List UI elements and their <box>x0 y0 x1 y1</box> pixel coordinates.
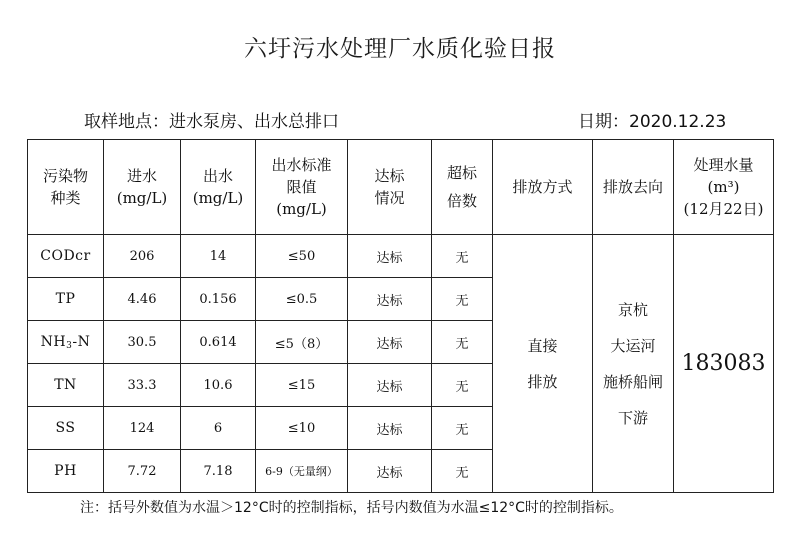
outflow-value: 7.18 <box>181 450 256 493</box>
header-row <box>28 140 774 235</box>
header-volume <box>674 140 774 235</box>
outflow-value: 6 <box>181 407 256 450</box>
outflow-value: 14 <box>181 235 256 278</box>
pollutant-name-subscript: 3 <box>66 341 73 351</box>
destination-line2: 大运河 <box>610 336 656 355</box>
header-limit-line1: 出水标准 <box>271 156 332 174</box>
inflow-value: 206 <box>104 235 181 278</box>
header-discharge-destination: 排放去向 <box>593 140 674 235</box>
header-compliance-line2: 情况 <box>374 189 405 207</box>
header-compliance-line1: 达标 <box>374 167 405 185</box>
destination-line3: 施桥船闸 <box>602 372 663 391</box>
header-exceed-line1: 超标 <box>446 164 477 182</box>
pollutant-name <box>28 321 104 364</box>
destination-line1: 京杭 <box>617 300 648 319</box>
pollutant-name: PH <box>28 450 104 493</box>
header-inflow-line1: 进水 <box>126 167 157 185</box>
compliance-status: 达标 <box>348 235 432 278</box>
header-volume-line1: 处理水量 <box>693 156 754 174</box>
compliance-status: 达标 <box>348 407 432 450</box>
limit-value: ≤5（8） <box>256 321 348 364</box>
pollutant-name-tail: -N <box>72 334 91 350</box>
inflow-value: 30.5 <box>104 321 181 364</box>
pollutant-name-main: NH <box>40 334 67 350</box>
exceed-multiple: 无 <box>432 450 493 493</box>
limit-value: ≤0.5 <box>256 278 348 321</box>
destination-line4: 下游 <box>617 408 648 427</box>
outflow-value: 10.6 <box>181 364 256 407</box>
discharge-method-line2: 排放 <box>527 372 558 391</box>
header-limit-line3: (mg/L) <box>276 200 327 218</box>
water-quality-table <box>27 139 774 493</box>
header-outflow-line2: (mg/L) <box>192 189 244 207</box>
outflow-value: 0.614 <box>181 321 256 364</box>
discharge-destination-cell <box>593 235 674 493</box>
header-limit-line2: 限值 <box>286 178 317 196</box>
exceed-multiple: 无 <box>432 364 493 407</box>
inflow-value: 4.46 <box>104 278 181 321</box>
inflow-value: 33.3 <box>104 364 181 407</box>
header-exceed-line2: 倍数 <box>446 192 477 210</box>
outflow-value: 0.156 <box>181 278 256 321</box>
header-inflow-line2: (mg/L) <box>116 189 168 207</box>
pollutant-name: CODcr <box>28 235 104 278</box>
header-pollutant-line1: 污染物 <box>42 167 88 185</box>
header-compliance <box>348 140 432 235</box>
limit-value: ≤15 <box>256 364 348 407</box>
report-date: 日期：2020.12.23 <box>578 112 727 132</box>
footnote: 注：括号外数值为水温＞12°C时的控制指标，括号内数值为水温≤12°C时的控制指标。 <box>80 500 623 516</box>
limit-value: 6-9（无量纲） <box>256 450 348 493</box>
header-exceed <box>432 140 493 235</box>
pollutant-name: TP <box>28 278 104 321</box>
treated-volume: 183083 <box>674 235 774 493</box>
header-volume-line2: (m³) <box>707 178 740 196</box>
report-title: 六圩污水处理厂水质化验日报 <box>244 36 556 62</box>
inflow-value: 124 <box>104 407 181 450</box>
header-inflow <box>104 140 181 235</box>
compliance-status: 达标 <box>348 364 432 407</box>
header-outflow <box>181 140 256 235</box>
inflow-value: 7.72 <box>104 450 181 493</box>
pollutant-name: TN <box>28 364 104 407</box>
header-volume-line3: (12月22日) <box>683 200 764 218</box>
compliance-status: 达标 <box>348 278 432 321</box>
discharge-method-cell <box>493 235 593 493</box>
pollutant-name: SS <box>28 407 104 450</box>
header-discharge-method: 排放方式 <box>493 140 593 235</box>
limit-value: ≤10 <box>256 407 348 450</box>
sampling-location: 取样地点：进水泵房、出水总排口 <box>84 112 339 132</box>
discharge-method-line1: 直接 <box>527 336 558 355</box>
header-pollutant <box>28 140 104 235</box>
exceed-multiple: 无 <box>432 235 493 278</box>
limit-value: ≤50 <box>256 235 348 278</box>
header-limit <box>256 140 348 235</box>
table-row <box>28 235 774 278</box>
exceed-multiple: 无 <box>432 321 493 364</box>
exceed-multiple: 无 <box>432 278 493 321</box>
header-pollutant-line2: 种类 <box>50 189 81 207</box>
header-outflow-line1: 出水 <box>202 167 233 185</box>
compliance-status: 达标 <box>348 450 432 493</box>
compliance-status: 达标 <box>348 321 432 364</box>
exceed-multiple: 无 <box>432 407 493 450</box>
